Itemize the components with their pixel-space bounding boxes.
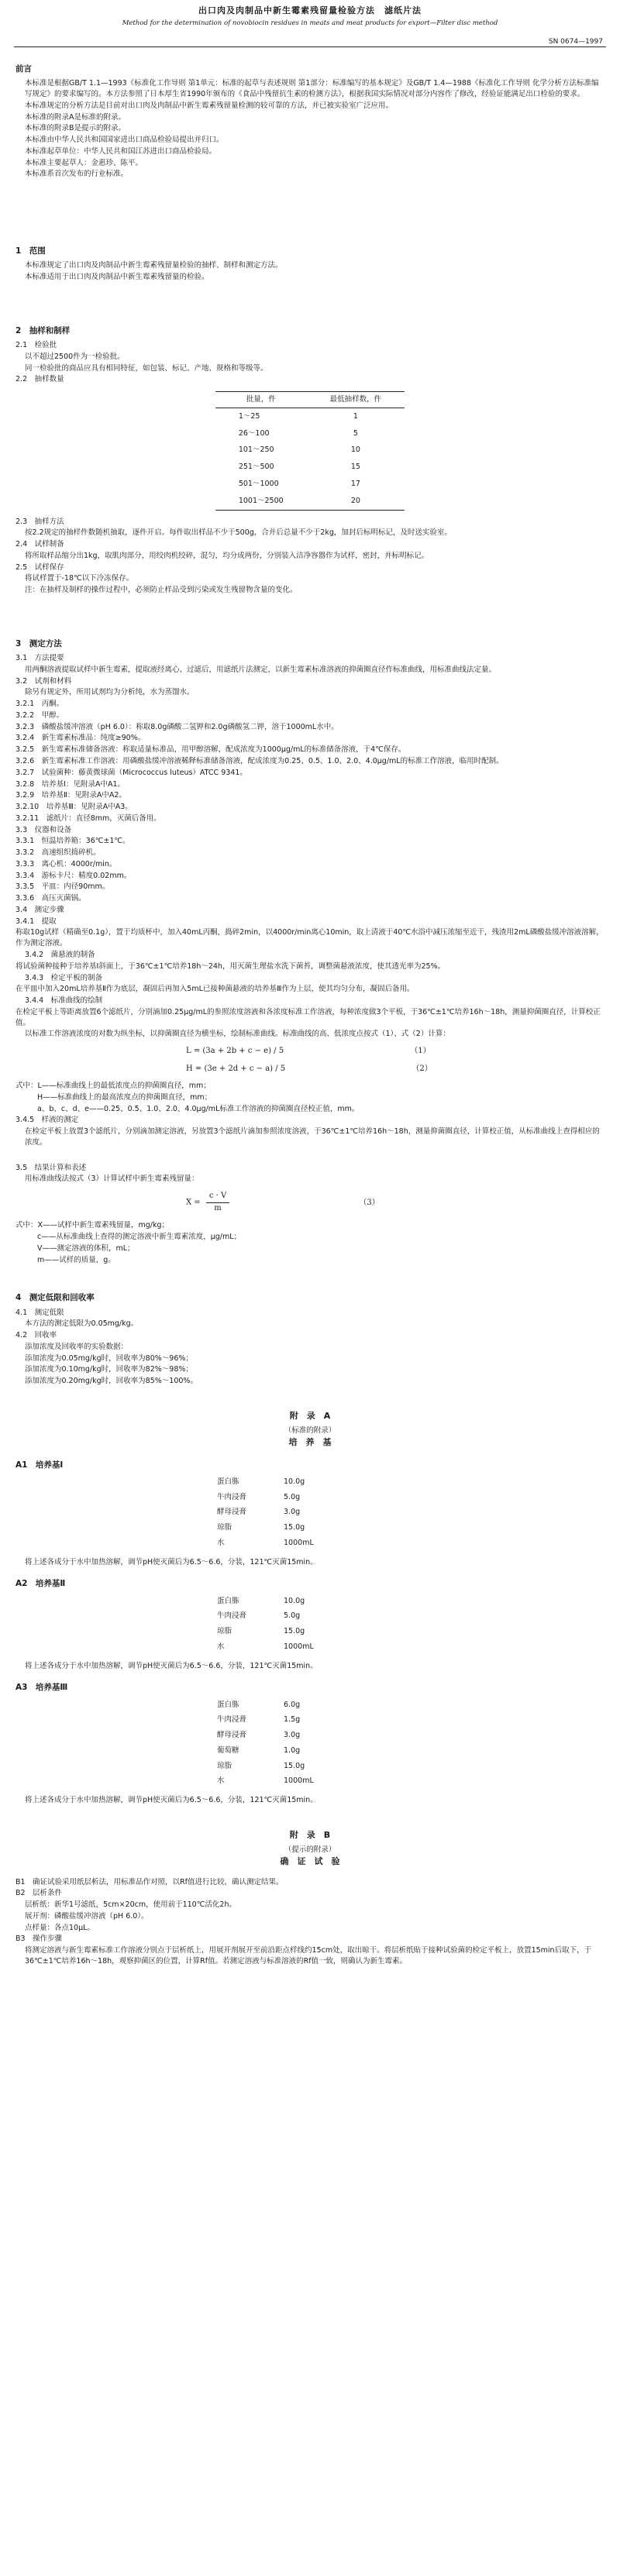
table-row <box>217 1474 328 1490</box>
clause-text: 展开剂：磷酸盐缓冲溶液（pH 6.0）。 <box>25 1911 149 1921</box>
amount: 15.0g <box>284 1761 305 1770</box>
section-4-heading: 4 测定低限和回收率 <box>16 1293 95 1303</box>
ingredient: 牛肉浸膏 <box>217 1492 247 1501</box>
ingredient: 葡萄糖 <box>217 1745 239 1755</box>
section-1-line: 本标准规定了出口肉及肉制品中新生霉素残留量检验的抽样、制样和测定方法。 <box>25 261 283 270</box>
table-cell: 1001～2500 <box>215 493 307 510</box>
table-row <box>217 1639 328 1655</box>
table-row <box>217 1728 328 1743</box>
table-row <box>217 1490 328 1505</box>
where-line: m——试样的质量，g。 <box>37 1255 115 1264</box>
table-cell: 101～250 <box>238 445 274 455</box>
clause-text: 将试样置于-18℃以下冷冻保存。 <box>25 574 134 583</box>
table-cell: 10 <box>350 445 360 455</box>
formula-number: （3） <box>359 1198 380 1207</box>
appendix-b-title: 确 证 试 验 <box>280 1855 340 1866</box>
clause-line: 在平皿中加入20mL培养基Ⅱ作为底层，凝固后再加入5mL已接种菌悬液的培养基Ⅲ作为上层，使其均匀分布，凝固后备用。 <box>16 985 415 994</box>
amount: 1000mL <box>284 1538 314 1547</box>
clause-text: 将测定溶液与新生霉素标准工作溶液分别点于层析纸上，用展开剂展开至前沿距点样线约15cm处，取出晾干。将层析纸贴于接种试验菌的检定平板上，放置15min后取下，于36℃±1℃培养16h～18h，观察抑菌区的位置，计算Rf值。若测定溶液与标准溶液的Rf值一致，则确认为新生霉素。 <box>25 1946 592 1966</box>
clause-line: 3.5 结果计算和表述 <box>16 1163 87 1172</box>
foreword-para: 本标准主要起草人：金惠珍、陈平。 <box>25 158 143 167</box>
clause-line: 3.1 方法提要 <box>16 654 64 663</box>
formula-numerator: c · V <box>206 1191 229 1203</box>
clause-2-3: 2.3 抽样方法 <box>16 517 64 526</box>
foreword-heading: 前言 <box>16 64 32 74</box>
table-cell: 15 <box>350 463 360 472</box>
clause-line: 3.3.4 游标卡尺：精度0.02mm。 <box>16 871 132 880</box>
table-row <box>215 493 405 510</box>
appendix-b-body <box>16 1877 604 1967</box>
recipe-note: 将上述各成分于水中加热溶解，调节pH使灭菌后为6.5～6.6，分装，121℃灭菌15min。 <box>25 1557 318 1567</box>
table-row <box>215 476 405 493</box>
foreword-para: 本标准的附录B是提示的附录。 <box>25 124 126 133</box>
clause-line: 3.3.2 高速组织捣碎机。 <box>16 848 101 858</box>
ingredient: 蛋白胨 <box>217 1477 239 1486</box>
formula-number: （2） <box>412 1064 432 1073</box>
amount: 10.0g <box>284 1477 305 1486</box>
appendix-a3-heading: A3 培养基Ⅲ <box>16 1683 68 1693</box>
section-2 <box>16 340 604 596</box>
amount: 10.0g <box>284 1596 305 1605</box>
section-1-line: 本标准适用于出口肉及肉制品中新生霉素残留量的检验。 <box>25 273 209 282</box>
clause-text: 层析纸：新华1号滤纸，5cm×20cm，使用前于110℃活化2h。 <box>25 1900 236 1910</box>
document-subtitle-en: Method for the determination of novobiocin residues in meats and meat products for export—Filter disc method <box>122 19 498 27</box>
foreword-section <box>16 78 604 180</box>
amount: 1000mL <box>284 1776 314 1786</box>
note-text: 注：在抽样及制样的操作过程中，必须防止样品受到污染或发生残留物含量的变化。 <box>25 586 298 595</box>
section-2-heading: 2 抽样和制样 <box>16 325 71 335</box>
clause-line: 在检定平板上等距离放置6个滤纸片，分别滴加0.25μg/mL的参照浓度溶液和各浓度标准工作溶液，每种浓度做3个平板，于36℃±1℃培养16h～18h，测量抑菌圈直径，计算校正值。 <box>16 1007 601 1027</box>
where-line: H——标准曲线上的最高浓度点的抑菌圈直径，mm； <box>37 1092 212 1102</box>
table-row <box>217 1743 328 1759</box>
table-cell: 1 <box>353 411 358 421</box>
table-row <box>217 1697 328 1713</box>
table-row <box>215 459 405 476</box>
clause-line: 3.2.6 新生霉素标准工作溶液：用磷酸盐缓冲溶液稀释标准储备溶液，配成浓度为0.25、0.5、1.0、2.0、4.0μg/mL的标准工作溶液，临用时配制。 <box>16 756 504 765</box>
clause-text: 添加浓度为0.20mg/kg时，回收率为85%～100%。 <box>25 1377 198 1386</box>
clause-text: 添加浓度及回收率的实验数据： <box>25 1342 129 1351</box>
recipe-note: 将上述各成分于水中加热溶解，调节pH使灭菌后为6.5～6.6，分装，121℃灭菌15min。 <box>25 1796 318 1805</box>
table-row <box>215 408 405 425</box>
recipe-table-a2 <box>217 1594 328 1655</box>
where-line: a、b、c、d、e——0.25、0.5、1.0、2.0、4.0μg/mL标准工作溶液的抑菌圈直径校正值，mm。 <box>37 1104 360 1113</box>
clause-text: 将所取样品缩分出1kg，取肌肉部分，用绞肉机绞碎，混匀，均分成两份，分别装入洁净容器作为试样，密封，并标明标记。 <box>25 551 429 560</box>
recipe-note: 将上述各成分于水中加热溶解，调节pH使灭菌后为6.5～6.6，分装，121℃灭菌15min。 <box>25 1661 318 1670</box>
clause-text: 以标准工作溶液浓度的对数为纵坐标，以抑菌圈直径为横坐标，绘制标准曲线。标准曲线的高、低浓度点按式（1）、式（2）计算： <box>25 1030 450 1039</box>
appendix-a1-heading: A1 培养基Ⅰ <box>16 1460 64 1470</box>
clause-line: 3.3.1 恒温培养箱：36℃±1℃。 <box>16 837 130 846</box>
amount: 5.0g <box>284 1611 301 1621</box>
standard-number: SN 0674—1997 <box>548 38 603 46</box>
clause-2-4: 2.4 试样制备 <box>16 540 64 549</box>
clause-line: 3.3.6 高压灭菌锅。 <box>16 894 86 903</box>
clause-line: 3.2.4 新生霉素标准品：纯度≥90%。 <box>16 734 146 743</box>
ingredient: 水 <box>217 1642 225 1651</box>
clause-line: 3.4.1 提取 <box>16 917 57 926</box>
clause-line: 3.2.10 培养基Ⅲ：见附录A中A3。 <box>16 803 133 812</box>
clause-line: 3.2 试剂和材料 <box>16 676 72 686</box>
table-cell: 17 <box>350 479 360 488</box>
section-3 <box>16 653 604 1265</box>
formula-number: （1） <box>410 1047 431 1056</box>
table-row <box>217 1536 328 1551</box>
clause-line: 3.2.9 培养基Ⅱ：见附录A中A2。 <box>16 791 126 800</box>
appendix-a2-heading: A2 培养基Ⅱ <box>16 1579 66 1589</box>
clause-text: 在检定平板上放置3个滤纸片，分别滴加测定溶液，另放置3个滤纸片滴加参照浓度溶液，于36℃±1℃培养16h～18h，测量抑菌圈直径，计算校正值，从标准曲线上查得相应的浓度。 <box>25 1127 600 1147</box>
amount: 6.0g <box>284 1700 301 1709</box>
table-header: 批量，件 <box>215 392 307 408</box>
document-body <box>16 53 604 1968</box>
clause-text: 本方法的测定低限为0.05mg/kg。 <box>25 1319 139 1329</box>
clause-line: 3.4 测定步骤 <box>16 905 64 914</box>
foreword-para: 本标准由中华人民共和国国家进出口商品检验局提出并归口。 <box>25 136 224 145</box>
clause-line: 3.3.3 离心机：4000r/min。 <box>16 859 117 868</box>
clause-line: 4.2 回收率 <box>16 1331 57 1340</box>
amount: 15.0g <box>284 1523 305 1532</box>
amount: 15.0g <box>284 1627 305 1636</box>
foreword-para: 本标准起草单位：中华人民共和国江苏进出口商品检验局。 <box>25 146 217 156</box>
appendix-a-sub: （标准的附录） <box>284 1426 336 1435</box>
formula-1 <box>186 1046 604 1058</box>
clause-text: 添加浓度为0.05mg/kg时，回收率为80%～96%； <box>25 1353 193 1363</box>
clause-line: 3.2.3 磷酸盐缓冲溶液（pH 6.0）：称取8.0g磷酸二氢钾和2.0g磷酸氢二钾，溶于1000mL水中。 <box>16 722 339 731</box>
appendix-b-label: 附 录 B <box>289 1829 331 1840</box>
document-header <box>0 5 620 28</box>
where-line: 式中：X——试样中新生霉素残留量，mg/kg； <box>16 1221 170 1230</box>
clause-text: 添加浓度为0.10mg/kg时，回收率为82%～98%； <box>25 1365 193 1374</box>
clause-line: 3.2.2 甲醇。 <box>16 710 64 720</box>
recipe-table-a1 <box>217 1474 328 1551</box>
ingredient: 酵母浸膏 <box>217 1731 247 1740</box>
clause-line: 3.2.1 丙酮。 <box>16 700 64 709</box>
header-rule <box>14 46 606 47</box>
table-header: 最低抽样数，件 <box>307 392 405 408</box>
foreword-para: 本标准系首次发布的行业标准。 <box>25 170 129 179</box>
section-4 <box>16 1308 604 1387</box>
clause-2-5: 2.5 试样保存 <box>16 562 64 572</box>
table-row <box>217 1520 328 1536</box>
table-cell: 251～500 <box>238 463 274 472</box>
foreword-para: 本标准规定的分析方法是目前对出口肉及肉制品中新生霉素残留量检测的较可靠的方法，并已被实验室广泛应用。 <box>25 101 394 110</box>
clause-line: 3.2.5 新生霉素标准储备溶液：称取适量标准品，用甲醇溶解，配成浓度为1000μg/mL的标准储备溶液，于4℃保存。 <box>16 745 406 755</box>
table-cell: 26～100 <box>238 428 270 438</box>
recipe-table-a3 <box>217 1697 328 1790</box>
table-row <box>217 1759 328 1774</box>
clause-line: 3.2.11 滤纸片：直径8mm，灭菌后备用。 <box>16 813 161 823</box>
ingredient: 水 <box>217 1538 225 1547</box>
ingredient: 琼脂 <box>217 1627 232 1636</box>
table-cell: 501～1000 <box>238 479 279 488</box>
where-line: V——测定溶液的体积，mL； <box>37 1243 135 1253</box>
clause-line: B1 确证试验采用纸层析法，用标准品作对照，以Rf值进行比较，确认测定结果。 <box>16 1877 284 1886</box>
appendix-a-label: 附 录 A <box>289 1410 331 1421</box>
formula-expression: L = (3a + 2b + c − e) / 5 <box>186 1047 284 1056</box>
table-cell: 20 <box>307 493 405 510</box>
clause-2-1: 2.1 检验批 <box>16 341 57 350</box>
clause-text: 用两酮溶液提取试样中新生霉素，提取液经离心、过滤后，用滤纸片法测定，以新生霉素标准溶液的抑菌圈直径作标准曲线，用标准曲线法定量。 <box>25 665 497 674</box>
table-cell: 1～25 <box>238 411 260 421</box>
formula-expression: X = <box>186 1198 203 1207</box>
ingredient: 蛋白胨 <box>217 1700 239 1709</box>
formula-denominator: m <box>214 1203 222 1212</box>
formula-2 <box>186 1064 604 1075</box>
foreword-para: 本标准的附录A是标准的附录。 <box>25 112 126 122</box>
foreword-para: 本标准是根据GB/T 1.1—1993《标准化工作导则 第1单元：标准的起草与表述规则 第1部分：标准编写的基本规定》及GB/T 1.4—1988《标准化工作导则 化学分析方法标准编写规定》的要求编写的。本方法参照了日本厚生省1990年颁布的《食品中残留抗生素的检测方法》，根据我国实际情况对部分内容作了修改，经验证能满足出口检验的要求。 <box>25 79 599 98</box>
table-row <box>217 1624 328 1639</box>
where-line: c——从标准曲线上查得的测定溶液中新生霉素浓度，μg/mL； <box>37 1233 242 1241</box>
clause-line: 将试验菌种接种于培养基Ⅰ斜面上，于36℃±1℃培养18h～24h，用灭菌生理盐水洗下菌苔，调整菌悬液浓度，使其透光率为25%。 <box>16 961 446 971</box>
amount: 3.0g <box>284 1508 301 1517</box>
clause-text: 用标准曲线法按式（3）计算试样中新生霉素残留量： <box>25 1175 199 1184</box>
table-row <box>217 1773 328 1789</box>
ingredient: 蛋白胨 <box>217 1596 239 1605</box>
section-1 <box>16 260 604 283</box>
clause-line: B2 层析条件 <box>16 1889 63 1898</box>
amount: 5.0g <box>284 1492 301 1501</box>
amount: 1000mL <box>284 1642 314 1651</box>
clause-line: 3.2.7 试验菌种：藤黄微球菌（Micrococcus luteus）ATCC 9341。 <box>16 768 247 777</box>
clause-line: 称取10g试样（精确至0.1g），置于均质杯中，加入40mL丙酮，捣碎2min，以4000r/min离心10min，取上清液于40℃水浴中减压浓缩至近干，残渣用2mL磷酸盐缓冲溶液溶解，作为测定溶液。 <box>16 928 604 948</box>
formula-3 <box>186 1191 604 1214</box>
formula-expression: H = (3e + 2d + c − a) / 5 <box>186 1064 286 1073</box>
clause-line: 3.2.8 培养基Ⅰ：见附录A中A1。 <box>16 779 126 789</box>
clause-line: 4.1 测定低限 <box>16 1308 64 1317</box>
amount: 1.0g <box>284 1745 301 1755</box>
ingredient: 琼脂 <box>217 1523 232 1532</box>
clause-text: 以不超过2500件为一检验批。 <box>25 352 125 361</box>
table-header-row <box>215 392 405 408</box>
amount: 3.0g <box>284 1731 301 1740</box>
clause-line: B3 操作步骤 <box>16 1935 63 1944</box>
clause-text: 3.4.4 标准曲线的绘制 <box>25 996 103 1006</box>
formula-fraction <box>206 1191 229 1214</box>
clause-text: 点样量：各点10μL。 <box>25 1923 95 1932</box>
ingredient: 水 <box>217 1776 225 1786</box>
table-row <box>215 425 405 442</box>
sampling-table <box>215 391 405 510</box>
table-row <box>217 1712 328 1728</box>
clause-text: 除另有规定外，所用试剂均为分析纯，水为蒸馏水。 <box>25 688 195 697</box>
appendix-b-sub: （提示的附录） <box>284 1845 336 1854</box>
clause-text: 3.4.2 菌悬液的制备 <box>25 950 95 959</box>
clause-line: 3.3 仪器和设备 <box>16 825 72 834</box>
table-row <box>217 1505 328 1520</box>
table-cell: 5 <box>353 428 358 438</box>
amount: 1.5g <box>284 1715 301 1725</box>
section-3-heading: 3 测定方法 <box>16 638 62 648</box>
table-row <box>215 442 405 459</box>
table-row <box>217 1608 328 1624</box>
clause-text: 3.4.3 检定平板的制备 <box>25 973 103 982</box>
ingredient: 酵母浸膏 <box>217 1508 247 1517</box>
where-line: 式中：L——标准曲线上的最低浓度点的抑菌圈直径，mm； <box>16 1082 211 1091</box>
ingredient: 牛肉浸膏 <box>217 1715 247 1725</box>
table-row <box>217 1594 328 1609</box>
clause-text: 同一检验批的商品应具有相同特征，如包装、标记、产地、规格和等级等。 <box>25 363 268 373</box>
ingredient: 牛肉浸膏 <box>217 1611 247 1621</box>
clause-2-2: 2.2 抽样数量 <box>16 375 64 384</box>
clause-text: 按2.2规定的抽样件数随机抽取，逐件开启。每件取出样品不少于500g，合并后总量不少于2kg，加封后标明标记，及时送实验室。 <box>25 528 452 538</box>
ingredient: 琼脂 <box>217 1761 232 1770</box>
section-1-heading: 1 范围 <box>16 246 46 256</box>
appendix-a-title: 培 养 基 <box>288 1436 332 1447</box>
clause-line: 3.4.5 样液的测定 <box>16 1116 79 1125</box>
clause-line: 3.3.5 平皿：内径90mm。 <box>16 882 110 892</box>
document-title: 出口肉及肉制品中新生霉素残留量检验方法 滤纸片法 <box>198 5 422 15</box>
